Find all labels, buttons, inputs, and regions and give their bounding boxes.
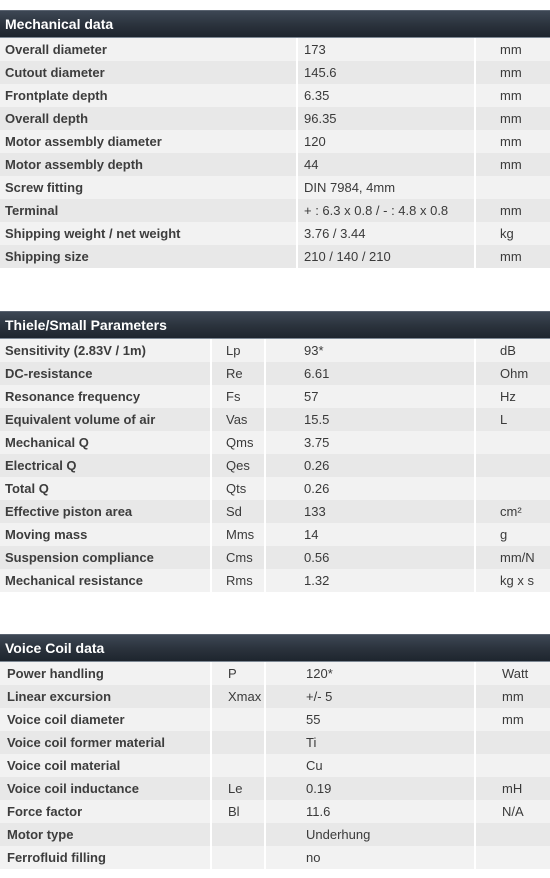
table-row (0, 846, 550, 869)
param-value: 11.6 (306, 804, 331, 819)
param-unit (500, 431, 548, 454)
param-value: 14 (304, 527, 319, 542)
param-label: Voice coil material (7, 758, 121, 773)
param-unit: kg (500, 226, 514, 241)
param-unit (502, 846, 550, 869)
param-symbol: Qms (210, 431, 266, 454)
param-value: 93* (304, 343, 324, 358)
param-label: Force factor (7, 804, 83, 819)
param-label: Screw fitting (5, 180, 84, 195)
param-label: Effective piston area (5, 504, 133, 519)
table-row (0, 84, 550, 107)
table-row (0, 823, 550, 846)
param-unit: g (500, 527, 508, 542)
param-label: Motor assembly diameter (5, 134, 162, 149)
param-symbol (210, 731, 266, 754)
param-label: Equivalent volume of air (5, 412, 156, 427)
table-row (0, 38, 550, 61)
param-label: Motor type (7, 827, 74, 842)
table-row (0, 385, 550, 408)
param-symbol: Le (210, 777, 266, 800)
param-label: Motor assembly depth (5, 157, 143, 172)
param-unit: mm (502, 689, 524, 704)
param-unit: mm (502, 712, 524, 727)
param-value: 173 (304, 42, 326, 57)
param-value: 0.19 (306, 781, 332, 796)
param-unit (500, 454, 548, 477)
param-value: 44 (304, 157, 319, 172)
param-value: 120* (306, 666, 333, 681)
table-row (0, 245, 550, 268)
param-unit: L (500, 412, 508, 427)
voice-coil-section (0, 634, 550, 869)
param-unit: mm (500, 203, 522, 218)
table-row (0, 176, 550, 199)
param-unit: N/A (502, 804, 524, 819)
param-symbol: Rms (210, 569, 266, 592)
table-row (0, 546, 550, 569)
table-row (0, 408, 550, 431)
param-value: Ti (306, 735, 317, 750)
param-label: Power handling (7, 666, 104, 681)
param-value: + : 6.3 x 0.8 / - : 4.8 x 0.8 (304, 203, 449, 218)
section-header: Mechanical data (0, 10, 550, 38)
param-label: Sensitivity (2.83V / 1m) (5, 343, 146, 358)
param-label: Voice coil inductance (7, 781, 139, 796)
param-symbol (210, 846, 266, 869)
voice-coil-table (0, 662, 550, 869)
param-label: Shipping weight / net weight (5, 226, 181, 241)
table-row (0, 362, 550, 385)
param-value: 3.76 / 3.44 (304, 226, 366, 241)
param-unit (502, 754, 550, 777)
param-unit: cm² (500, 504, 522, 519)
param-symbol: Cms (210, 546, 266, 569)
param-symbol (210, 708, 266, 731)
param-value: 210 / 140 / 210 (304, 249, 391, 264)
param-unit: kg x s (500, 573, 534, 588)
param-unit (502, 823, 550, 846)
param-unit: Ohm (500, 366, 529, 381)
param-label: Total Q (5, 481, 49, 496)
param-value: 145.6 (304, 65, 337, 80)
param-symbol: P (210, 662, 266, 685)
section-header: Thiele/Small Parameters (0, 311, 550, 339)
table-row (0, 731, 550, 754)
param-value: 1.32 (304, 573, 330, 588)
param-symbol: Qes (210, 454, 266, 477)
table-row (0, 477, 550, 500)
param-label: Ferrofluid filling (7, 850, 106, 865)
param-symbol (210, 754, 266, 777)
param-symbol: Vas (210, 408, 266, 431)
param-label: Linear excursion (7, 689, 112, 704)
thiele-small-section (0, 311, 550, 592)
param-label: Overall diameter (5, 42, 107, 57)
param-label: Cutout diameter (5, 65, 105, 80)
param-unit: dB (500, 343, 516, 358)
param-symbol: Lp (210, 339, 266, 362)
param-value: 3.75 (304, 435, 330, 450)
param-label: Overall depth (5, 111, 89, 126)
param-label: DC-resistance (5, 366, 93, 381)
table-row (0, 777, 550, 800)
param-value: 55 (306, 712, 321, 727)
table-row (0, 61, 550, 84)
param-unit: mm (500, 65, 522, 80)
param-value: 6.61 (304, 366, 330, 381)
param-label: Electrical Q (5, 458, 77, 473)
param-value: no (306, 850, 321, 865)
param-unit: mm (500, 88, 522, 103)
mechanical-table (0, 38, 550, 268)
param-value: 0.26 (304, 481, 330, 496)
param-label: Mechanical Q (5, 435, 89, 450)
param-unit (500, 176, 548, 199)
param-value: 0.56 (304, 550, 330, 565)
param-label: Voice coil former material (7, 735, 165, 750)
param-symbol: Fs (210, 385, 266, 408)
param-label: Terminal (5, 203, 59, 218)
param-value: 15.5 (304, 412, 330, 427)
table-row (0, 107, 550, 130)
param-label: Voice coil diameter (7, 712, 125, 727)
param-unit: mm/N (500, 550, 535, 565)
table-row (0, 222, 550, 245)
param-symbol: Bl (210, 800, 266, 823)
table-row (0, 199, 550, 222)
table-row (0, 130, 550, 153)
table-row (0, 569, 550, 592)
param-label: Suspension compliance (5, 550, 154, 565)
param-unit: mm (500, 111, 522, 126)
param-symbol (210, 823, 266, 846)
param-value: +/- 5 (306, 689, 333, 704)
table-row (0, 708, 550, 731)
param-unit: mm (500, 134, 522, 149)
table-row (0, 800, 550, 823)
param-value: 6.35 (304, 88, 330, 103)
table-row (0, 523, 550, 546)
param-label: Resonance frequency (5, 389, 141, 404)
param-value: DIN 7984, 4mm (304, 180, 396, 195)
table-row (0, 685, 550, 708)
param-symbol: Sd (210, 500, 266, 523)
param-unit (500, 477, 548, 500)
param-symbol: Mms (210, 523, 266, 546)
param-label: Mechanical resistance (5, 573, 144, 588)
section-header: Voice Coil data (0, 634, 550, 662)
table-row (0, 153, 550, 176)
table-row (0, 662, 550, 685)
param-label: Moving mass (5, 527, 88, 542)
param-value: 0.26 (304, 458, 330, 473)
thiele-small-table (0, 339, 550, 592)
table-row (0, 454, 550, 477)
param-label: Shipping size (5, 249, 89, 264)
param-value: Underhung (306, 827, 371, 842)
param-unit: Watt (502, 666, 529, 681)
mechanical-data-section (0, 10, 550, 268)
param-value: 96.35 (304, 111, 337, 126)
param-label: Frontplate depth (5, 88, 108, 103)
param-symbol: Re (210, 362, 266, 385)
param-unit: mm (500, 42, 522, 57)
param-value: 120 (304, 134, 326, 149)
param-unit (502, 731, 550, 754)
param-symbol: Qts (210, 477, 266, 500)
table-row (0, 431, 550, 454)
table-row (0, 500, 550, 523)
table-row (0, 754, 550, 777)
param-value: 133 (304, 504, 326, 519)
param-symbol: Xmax (210, 685, 266, 708)
table-row (0, 339, 550, 362)
param-unit: mH (502, 781, 523, 796)
param-unit: mm (500, 157, 522, 172)
param-unit: mm (500, 249, 522, 264)
param-unit: Hz (500, 389, 516, 404)
param-value: Cu (306, 758, 323, 773)
param-value: 57 (304, 389, 319, 404)
